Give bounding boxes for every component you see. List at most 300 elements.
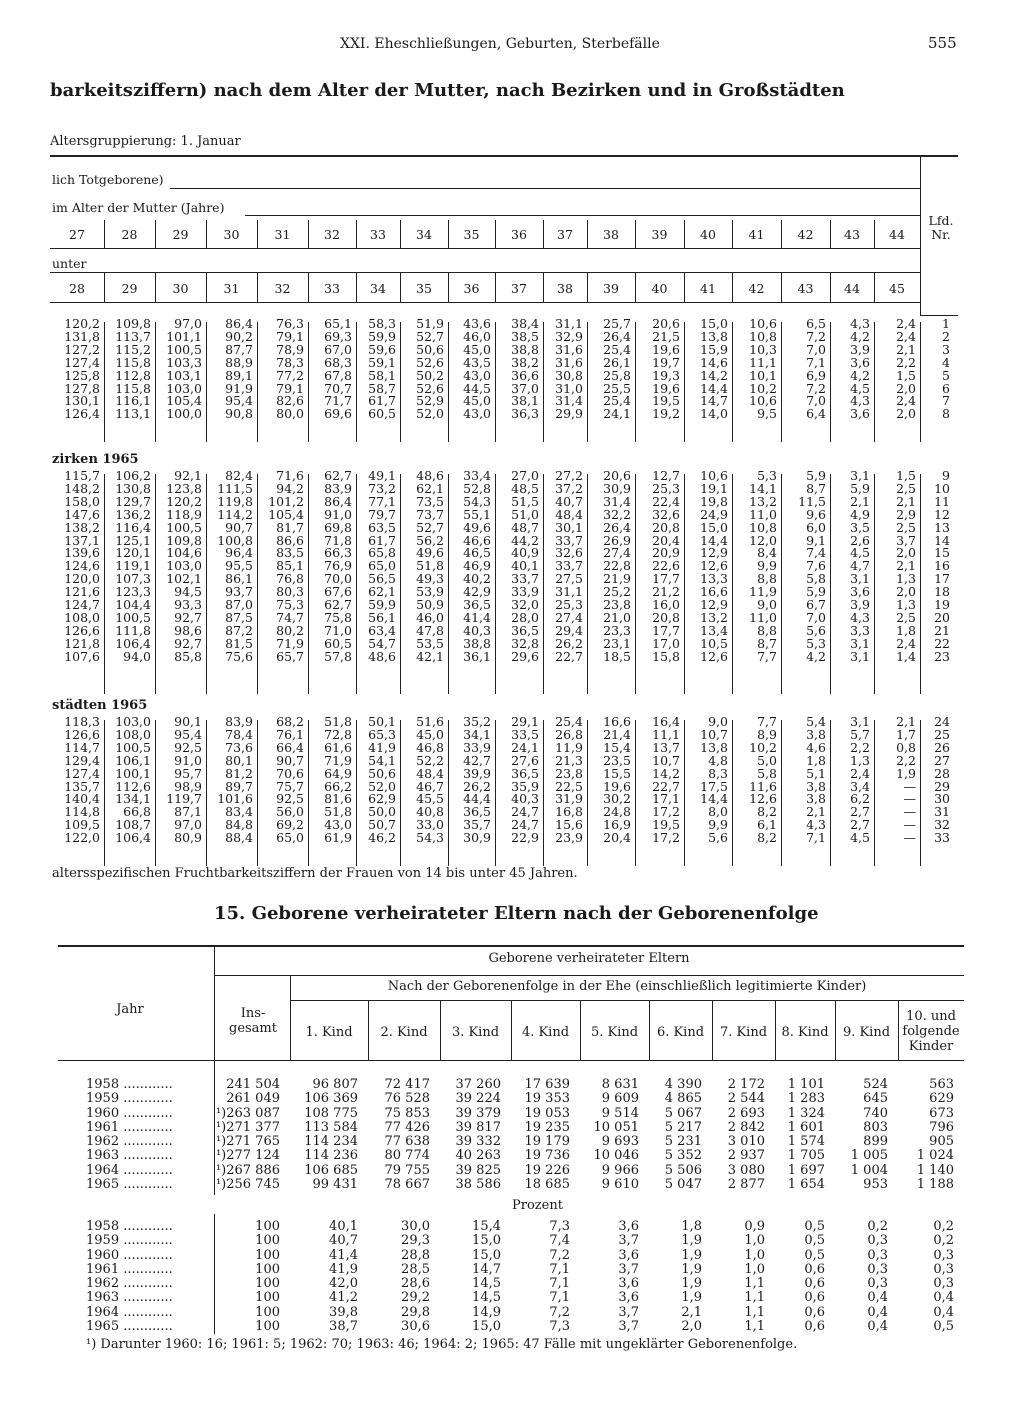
value-cell: 62,1 (368, 584, 396, 600)
section-bezirke: zirken 1965 (52, 452, 139, 467)
table15-title: 15. Geborene verheirateter Eltern nach der Geborenenfolge (214, 903, 819, 924)
value-cell: 18,5 (603, 648, 631, 664)
value-cell: 32,6 (652, 506, 680, 522)
value-cell: 2 842 (727, 1119, 765, 1135)
body-divider (781, 720, 782, 866)
value-cell: 122,0 (64, 830, 100, 846)
value-cell: 115,8 (115, 380, 151, 396)
value-cell: 41,4 (463, 609, 491, 625)
value-cell: 54,1 (368, 752, 396, 768)
lfd-nr-cell: 29 (934, 778, 950, 794)
value-cell: 125,1 (115, 532, 151, 548)
value-cell: 0,5 (804, 1233, 825, 1249)
value-cell: 2 544 (727, 1091, 765, 1107)
value-cell: 101,6 (217, 791, 253, 807)
value-cell: 38,7 (329, 1319, 358, 1335)
kind-divider (649, 1000, 650, 1060)
value-cell: 4,5 (850, 545, 870, 561)
value-cell: 55,1 (463, 506, 491, 522)
value-cell: 70,7 (324, 380, 352, 396)
value-cell: 118,9 (166, 506, 202, 522)
value-cell: 91,0 (324, 506, 352, 522)
value-cell: 38,8 (463, 635, 491, 651)
value-cell: 19 179 (524, 1134, 570, 1150)
value-cell: 241 504 (226, 1077, 280, 1092)
value-cell: 121,6 (64, 584, 100, 600)
year-cell: 1959 ............ (86, 1233, 173, 1249)
value-cell: 79,7 (368, 506, 396, 522)
lfd-nr-cell: 15 (934, 545, 950, 561)
value-cell: 7,2 (549, 1304, 570, 1320)
value-cell: 10 046 (593, 1148, 639, 1164)
value-cell: 88,4 (225, 830, 253, 846)
value-cell: 124,7 (64, 597, 100, 613)
age-from-label: 29 (172, 227, 189, 242)
value-cell: 0,3 (933, 1261, 954, 1277)
year-cell: 1961 ............ (86, 1119, 173, 1135)
lfd-nr-cell: 21 (934, 622, 950, 638)
value-cell: 0,3 (867, 1276, 888, 1292)
value-cell: 796 (929, 1119, 954, 1135)
year-cell: 1963 ............ (86, 1290, 173, 1306)
value-cell: 19,7 (652, 354, 680, 370)
value-cell: 44,4 (463, 791, 491, 807)
age-from-label: 35 (463, 227, 480, 242)
value-cell: 27,4 (555, 609, 583, 625)
kind-header: 9. Kind (842, 1025, 891, 1040)
value-cell: 20,6 (603, 468, 631, 483)
body-divider (830, 322, 831, 442)
age-divider (635, 272, 636, 302)
value-cell: 61,7 (368, 532, 396, 548)
value-cell: 0,4 (933, 1304, 954, 1320)
age-to-label: 35 (416, 281, 432, 296)
value-cell: 3,1 (850, 714, 870, 729)
value-cell: 19,8 (700, 493, 728, 509)
value-cell: 72 417 (384, 1077, 430, 1092)
value-cell: 25,4 (555, 714, 583, 729)
year-cell: 1962 ............ (86, 1276, 173, 1292)
value-cell: 35,2 (463, 714, 491, 729)
unter-label: unter (52, 256, 87, 271)
value-cell: 109,5 (64, 817, 100, 833)
body-divider (874, 474, 875, 694)
value-cell: 50,6 (416, 341, 444, 357)
value-cell: 1,0 (744, 1247, 765, 1263)
value-cell: 95,4 (225, 393, 253, 409)
value-cell: 25,7 (603, 316, 631, 331)
kind-header: 6. Kind (656, 1025, 705, 1040)
value-cell: 11,5 (798, 493, 826, 509)
value-cell: 30,1 (555, 519, 583, 535)
body-divider (257, 322, 258, 442)
value-cell: 3,1 (850, 635, 870, 651)
lfd-nr-cell: 28 (934, 765, 950, 781)
value-cell: 29,4 (555, 622, 583, 638)
value-cell: 20,4 (652, 532, 680, 548)
value-cell: 67,6 (324, 584, 352, 600)
kind-divider (511, 1000, 512, 1060)
value-cell: 1,3 (896, 597, 916, 613)
lfd-nr-cell: 5 (942, 367, 950, 383)
value-cell: 112,8 (115, 367, 151, 383)
value-cell: 76 528 (384, 1091, 430, 1107)
body-divider (448, 474, 449, 694)
value-cell: 2,4 (896, 635, 916, 651)
value-cell: 4,5 (850, 380, 870, 396)
value-cell: 14,7 (700, 393, 728, 409)
value-cell: 9,0 (757, 597, 777, 613)
value-cell: 32,9 (555, 328, 583, 344)
value-cell: 10,8 (749, 328, 777, 344)
value-cell: 33,5 (511, 726, 539, 742)
value-cell: 43,0 (463, 367, 491, 383)
body-divider (684, 322, 685, 442)
age-divider (781, 220, 782, 248)
value-cell: 148,2 (64, 480, 100, 496)
value-cell: 88,9 (225, 354, 253, 370)
value-cell: 40,8 (416, 804, 444, 820)
table-row (58, 1320, 964, 1334)
value-cell: 10,1 (749, 367, 777, 383)
value-cell: 27,6 (511, 752, 539, 768)
value-cell: 3,6 (850, 354, 870, 370)
value-cell: 65,0 (368, 558, 396, 574)
age-divider (448, 220, 449, 248)
value-cell: 77,2 (276, 367, 304, 383)
age-to-label: 43 (797, 281, 814, 296)
kind-header: 5. Kind (590, 1025, 639, 1040)
rule-head1 (170, 188, 920, 189)
value-cell: 563 (929, 1077, 954, 1092)
value-cell: 100 (255, 1233, 280, 1249)
t15-percent (58, 1220, 964, 1334)
value-cell: 63,4 (368, 622, 396, 638)
age-divider (356, 272, 357, 302)
value-cell: 52,8 (463, 480, 491, 496)
value-cell: 24,9 (700, 506, 728, 522)
value-cell: 71,9 (276, 635, 304, 651)
value-cell: 33,7 (555, 558, 583, 574)
value-cell: 89,7 (225, 778, 253, 794)
value-cell: 102,1 (166, 571, 202, 587)
body-divider (781, 322, 782, 442)
body-divider (104, 322, 105, 442)
lfd-nr-cell: 17 (934, 571, 950, 587)
value-cell: 3,6 (850, 406, 870, 422)
kind-divider (440, 1000, 441, 1060)
value-cell: 13,4 (700, 622, 728, 638)
value-cell: 8,8 (757, 571, 777, 587)
lfd-nr-cell: 12 (934, 506, 950, 522)
value-cell: 3,8 (806, 778, 826, 794)
value-cell: 5,9 (806, 584, 826, 600)
value-cell: 69,3 (324, 328, 352, 344)
table-row (58, 1306, 964, 1320)
value-cell: 2,5 (896, 609, 916, 625)
value-cell: 0,6 (804, 1319, 825, 1335)
value-cell: 25,8 (603, 367, 631, 383)
value-cell: 4,3 (850, 609, 870, 625)
value-cell: 7,2 (549, 1247, 570, 1263)
value-cell: 39 224 (455, 1091, 501, 1107)
block-grossstaedte (50, 716, 958, 845)
value-cell: 25,5 (603, 380, 631, 396)
value-cell: 46,8 (416, 739, 444, 755)
value-cell: 100 (255, 1304, 280, 1320)
value-cell: 3,3 (850, 622, 870, 638)
lfd-nr-cell: 11 (934, 493, 950, 509)
value-cell: 14,4 (700, 380, 728, 396)
body-divider (495, 720, 496, 866)
table-row (58, 1234, 964, 1248)
value-cell: 59,9 (368, 597, 396, 613)
value-cell: 1,1 (744, 1304, 765, 1320)
age-from-label: 30 (223, 227, 240, 242)
value-cell: ¹)271 377 (215, 1119, 280, 1135)
table14-subtitle: Altersgruppierung: 1. Januar (50, 134, 241, 149)
value-cell: 49,6 (463, 519, 491, 535)
value-cell: 2,0 (681, 1319, 702, 1335)
value-cell: 11,9 (555, 739, 583, 755)
value-cell: 0,2 (933, 1219, 954, 1234)
lfd-nr-cell: 3 (942, 341, 950, 357)
value-cell: 30,8 (555, 367, 583, 383)
value-cell: 19,2 (652, 406, 680, 422)
table-row (58, 1092, 964, 1106)
value-cell: 2,6 (850, 532, 870, 548)
value-cell: 5,7 (850, 726, 870, 742)
value-cell: 71,9 (324, 752, 352, 768)
value-cell: 73,6 (225, 739, 253, 755)
value-cell: 1,7 (896, 726, 916, 742)
value-cell: 40 263 (455, 1148, 501, 1164)
value-cell: 1,8 (896, 622, 916, 638)
age-divider (400, 220, 401, 248)
value-cell: 2,4 (896, 393, 916, 409)
age-to-label: 40 (651, 281, 668, 296)
value-cell: 629 (929, 1091, 954, 1107)
value-cell: 66,3 (324, 545, 352, 561)
table-row (58, 1220, 964, 1234)
value-cell: 19 053 (524, 1105, 570, 1121)
value-cell: 2 877 (727, 1177, 765, 1193)
value-cell: 16,9 (603, 817, 631, 833)
lfd-nr-cell: 1 (942, 316, 950, 331)
value-cell: 50,2 (416, 367, 444, 383)
value-cell: 27,0 (511, 468, 539, 483)
age-divider (732, 220, 733, 248)
value-cell: 30,2 (603, 791, 631, 807)
rule-lfd (920, 315, 958, 316)
value-cell: 94,5 (174, 584, 202, 600)
value-cell: 105,4 (166, 393, 202, 409)
value-cell: 3,8 (806, 791, 826, 807)
value-cell: 120,0 (64, 571, 100, 587)
value-cell: 26,1 (603, 354, 631, 370)
value-cell: 24,7 (511, 817, 539, 833)
value-cell: 86,6 (276, 532, 304, 548)
value-cell: 3,9 (850, 597, 870, 613)
value-cell: 15,0 (472, 1233, 501, 1249)
value-cell: 953 (863, 1177, 888, 1193)
value-cell: 92,7 (174, 635, 202, 651)
value-cell: 4,7 (850, 558, 870, 574)
age-from-label: 39 (651, 227, 668, 242)
value-cell: 3,9 (850, 341, 870, 357)
value-cell: — (903, 804, 916, 820)
body-divider (732, 720, 733, 866)
value-cell: 0,6 (804, 1304, 825, 1320)
value-cell: 19 353 (524, 1091, 570, 1107)
value-cell: 3,1 (850, 648, 870, 664)
value-cell: 81,2 (225, 765, 253, 781)
value-cell: 32,6 (555, 545, 583, 561)
value-cell: 106 685 (304, 1162, 358, 1178)
value-cell: 1 283 (787, 1091, 825, 1107)
value-cell: ¹)277 124 (215, 1148, 280, 1164)
value-cell: 85,8 (174, 648, 202, 664)
kind-header: 3. Kind (451, 1025, 500, 1040)
value-cell: 26,4 (603, 519, 631, 535)
value-cell: 111,5 (217, 480, 253, 496)
value-cell: 30,9 (463, 830, 491, 846)
value-cell: 23,5 (603, 752, 631, 768)
value-cell: 30,0 (401, 1219, 430, 1234)
t15-rule-sub (290, 1000, 964, 1001)
value-cell: 45,0 (416, 726, 444, 742)
value-cell: 100 (255, 1247, 280, 1263)
value-cell: 0,6 (804, 1290, 825, 1306)
age-divider (635, 220, 636, 248)
value-cell: 1 574 (787, 1134, 825, 1150)
lfd-nr-cell: 27 (934, 752, 950, 768)
value-cell: 14,0 (700, 406, 728, 422)
value-cell: 905 (929, 1134, 954, 1150)
value-cell: 15,0 (472, 1319, 501, 1335)
value-cell: 61,9 (324, 830, 352, 846)
value-cell: 13,8 (700, 328, 728, 344)
value-cell: 104,4 (115, 597, 151, 613)
value-cell: 14,5 (472, 1276, 501, 1292)
lfd-nr-cell: 20 (934, 609, 950, 625)
value-cell: 21,4 (603, 726, 631, 742)
value-cell: 4,3 (850, 316, 870, 331)
value-cell: 0,5 (804, 1247, 825, 1263)
value-cell: 0,5 (804, 1219, 825, 1234)
value-cell: 65,3 (368, 726, 396, 742)
value-cell: 1,9 (896, 765, 916, 781)
value-cell: 0,2 (933, 1233, 954, 1249)
value-cell: 5 067 (664, 1105, 702, 1121)
value-cell: 4,3 (850, 393, 870, 409)
value-cell: 56,1 (368, 609, 396, 625)
value-cell: 261 049 (226, 1091, 280, 1107)
value-cell: 114,8 (64, 804, 100, 820)
table-row (58, 1078, 964, 1092)
value-cell: 137,1 (64, 532, 100, 548)
lfd-nr-cell: 18 (934, 584, 950, 600)
lfd-nr-cell: 14 (934, 532, 950, 548)
value-cell: 37,0 (511, 380, 539, 396)
body-divider (920, 322, 921, 442)
lfd-nr-cell: 9 (942, 468, 950, 483)
value-cell: 52,0 (368, 778, 396, 794)
t15-rule-group (214, 975, 964, 976)
value-cell: 103,0 (166, 558, 202, 574)
value-cell: 75 853 (384, 1105, 430, 1121)
value-cell: 71,8 (324, 532, 352, 548)
value-cell: 48,4 (416, 765, 444, 781)
lfd-nr-cell: 13 (934, 519, 950, 535)
value-cell: 25,4 (603, 341, 631, 357)
value-cell: 31,1 (555, 316, 583, 331)
value-cell: 21,2 (652, 584, 680, 600)
value-cell: 24,1 (511, 739, 539, 755)
table15-footnote: ¹) Darunter 1960: 16; 1961: 5; 1962: 70; 1963: 46; 1964: 2; 1965: 47 Fälle mit ungeklärter Geborenenfolge. (86, 1337, 798, 1352)
value-cell: 40,9 (511, 545, 539, 561)
value-cell: 123,8 (166, 480, 202, 496)
value-cell: 5,3 (806, 635, 826, 651)
lfd-nr-cell: 16 (934, 558, 950, 574)
value-cell: 740 (863, 1105, 888, 1121)
value-cell: 2,0 (896, 380, 916, 396)
value-cell: 51,8 (324, 714, 352, 729)
value-cell: 15,8 (652, 648, 680, 664)
value-cell: 75,6 (225, 648, 253, 664)
value-cell: 2,0 (896, 545, 916, 561)
value-cell: 5 506 (664, 1162, 702, 1178)
value-cell: 15,0 (700, 316, 728, 331)
lfd-nr-cell: 23 (934, 648, 950, 664)
value-cell: 75,8 (324, 609, 352, 625)
age-from-label: 41 (748, 227, 765, 242)
body-divider (308, 720, 309, 866)
value-cell: 69,2 (276, 817, 304, 833)
value-cell: 100 (255, 1290, 280, 1306)
age-divider (587, 220, 588, 248)
value-cell: 49,3 (416, 571, 444, 587)
value-cell: 114,7 (64, 739, 100, 755)
value-cell: 59,9 (368, 328, 396, 344)
value-cell: 86,1 (225, 571, 253, 587)
body-divider (400, 720, 401, 866)
value-cell: 36,5 (463, 804, 491, 820)
value-cell: 15,0 (472, 1247, 501, 1263)
value-cell: 38 586 (455, 1177, 501, 1193)
value-cell: 7,3 (549, 1319, 570, 1335)
value-cell: 106,1 (115, 752, 151, 768)
age-to-label: 30 (172, 281, 189, 296)
value-cell: 60,5 (324, 635, 352, 651)
value-cell: 44,2 (511, 532, 539, 548)
value-cell: 1,0 (744, 1233, 765, 1249)
value-cell: 27,5 (555, 571, 583, 587)
body-divider (155, 322, 156, 442)
value-cell: 121,8 (64, 635, 100, 651)
value-cell: 12,9 (700, 545, 728, 561)
value-cell: 9,1 (806, 532, 826, 548)
value-cell: 38,4 (511, 316, 539, 331)
age-from-label: 28 (121, 227, 138, 242)
value-cell: 51,8 (324, 804, 352, 820)
year-cell: 1963 ............ (86, 1148, 173, 1164)
value-cell: 5 352 (664, 1148, 702, 1164)
value-cell: 65,1 (324, 316, 352, 331)
value-cell: 9,0 (708, 714, 728, 729)
value-cell: 8,2 (757, 804, 777, 820)
age-divider (104, 272, 105, 302)
